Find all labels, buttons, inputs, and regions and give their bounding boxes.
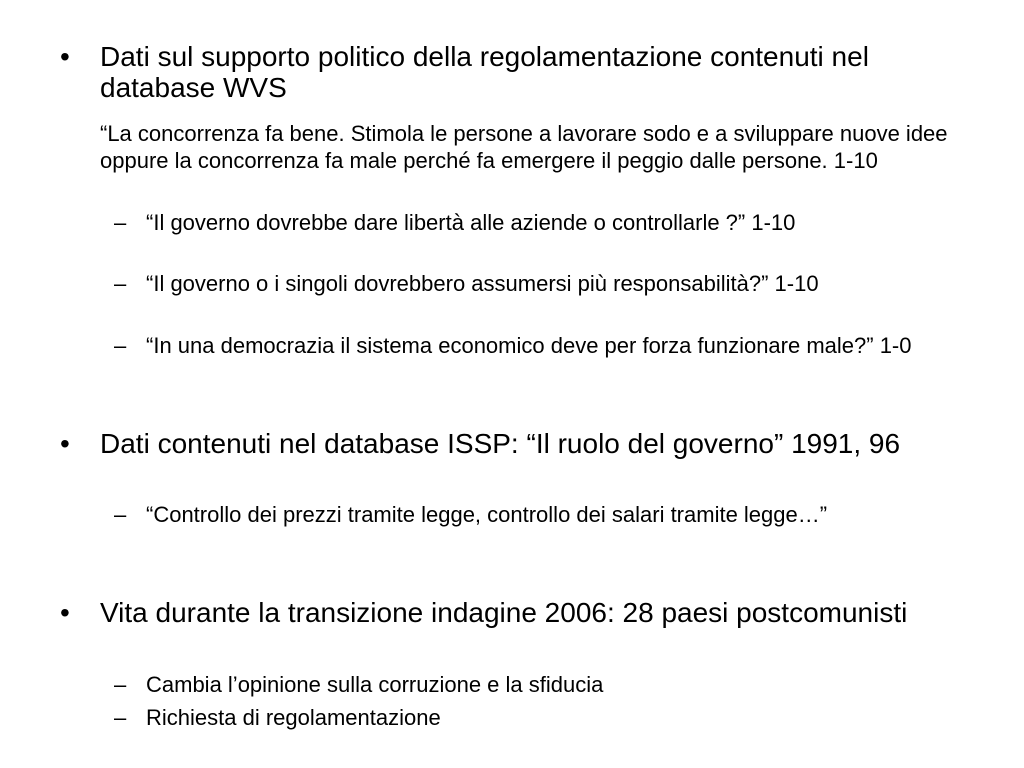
bullet-text: Dati contenuti nel database ISSP: “Il ruolo del governo” 1991, 96 bbox=[100, 428, 901, 459]
sub-bullet-dash: – bbox=[114, 210, 127, 235]
sub-bullet-item bbox=[114, 501, 964, 528]
bullet-dot: • bbox=[60, 597, 70, 628]
sub-bullet-text: “Controllo dei prezzi tramite legge, controllo dei salari tramite legge…” bbox=[146, 502, 828, 527]
sub-bullet-item bbox=[114, 671, 964, 698]
bullet-dot: • bbox=[60, 41, 70, 72]
quote-text: “La concorrenza fa bene. Stimola le persone a lavorare sodo e a sviluppare nuove idee oppure la concorrenza fa male perché fa emergere il peggio dalle persone. 1-10 bbox=[100, 121, 948, 173]
sub-bullet-text: “Il governo dovrebbe dare libertà alle aziende o controllarle ?” 1-10 bbox=[146, 210, 796, 235]
sub-bullet-item bbox=[114, 209, 964, 236]
bullet-dot: • bbox=[60, 428, 70, 459]
sub-bullet-dash: – bbox=[114, 705, 127, 730]
sub-bullet-item bbox=[114, 332, 964, 359]
bullet-text: Vita durante la transizione indagine 2006: 28 paesi postcomunisti bbox=[100, 597, 908, 628]
bullet-item bbox=[60, 428, 960, 459]
bullet-text: Dati sul supporto politico della regolamentazione contenuti nel database WVS bbox=[100, 41, 869, 103]
sub-bullet-dash: – bbox=[114, 271, 127, 296]
sub-bullet-item bbox=[114, 704, 964, 731]
sub-bullet-item bbox=[114, 270, 964, 297]
sub-bullet-dash: – bbox=[114, 672, 127, 697]
sub-bullet-dash: – bbox=[114, 333, 127, 358]
bullet-item bbox=[60, 41, 960, 103]
sub-bullet-text: “Il governo o i singoli dovrebbero assumersi più responsabilità?” 1-10 bbox=[146, 271, 819, 296]
bullet-item bbox=[60, 597, 960, 628]
sub-bullet-text: Cambia l’opinione sulla corruzione e la sfiducia bbox=[146, 672, 604, 697]
sub-bullet-text: Richiesta di regolamentazione bbox=[146, 705, 441, 730]
sub-bullet-text: “In una democrazia il sistema economico deve per forza funzionare male?” 1-0 bbox=[146, 333, 912, 358]
sub-bullet-dash: – bbox=[114, 502, 127, 527]
